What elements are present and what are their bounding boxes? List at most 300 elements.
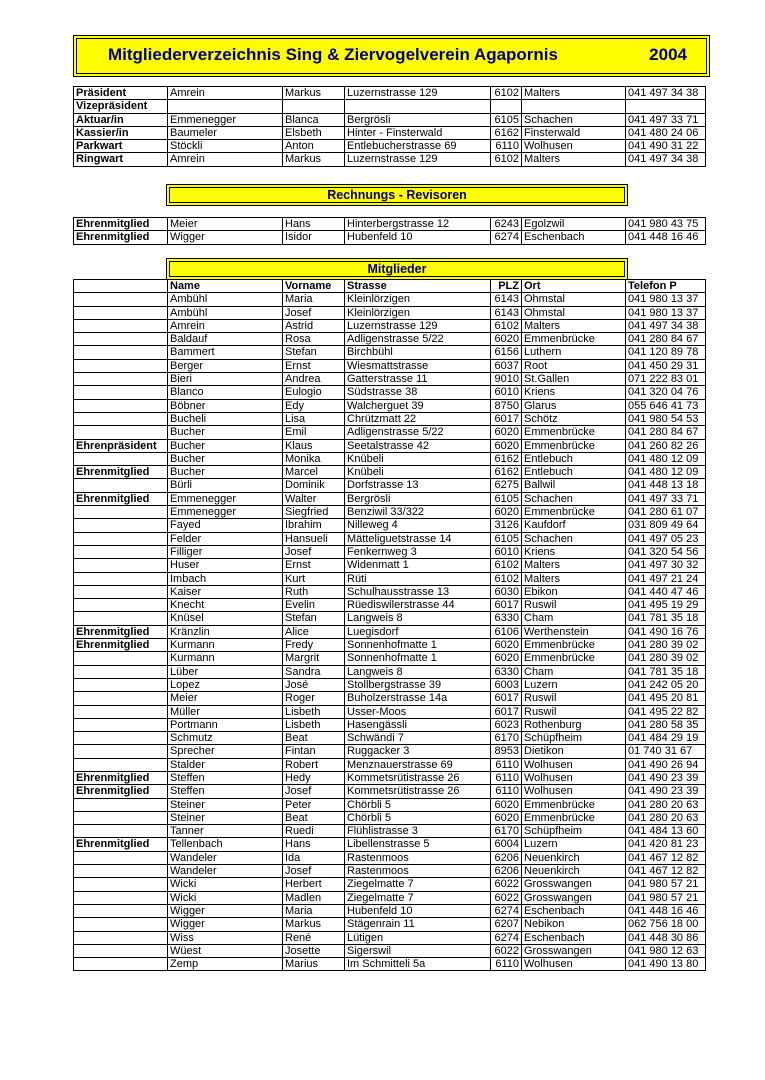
members-cell-name: Kurmann [168,652,283,665]
members-cell-plz: 6020 [491,426,522,439]
members-cell-name: Knecht [168,599,283,612]
members-cell-vorname: Hansueli [283,532,345,545]
members-cell-ort: Eschenbach [522,931,626,944]
members-cell-role [74,545,168,558]
members-cell-plz: 6017 [491,599,522,612]
members-cell-strasse: Luzernstrasse 129 [345,319,491,332]
members-cell-role: Ehrenmitglied [74,492,168,505]
members-cell-vorname: Fredy [283,639,345,652]
revisoren-cell-strasse: Hubenfeld 10 [345,231,491,244]
members-cell-name: Kränzlin [168,625,283,638]
members-cell-telefon: 041 490 23 39 [626,771,706,784]
members-cell-name: Ambühl [168,306,283,319]
members-cell-telefon: 041 242 05 20 [626,678,706,691]
board-cell-ort: Malters [522,87,626,100]
members-row [74,359,706,372]
members-cell-strasse: Dorfstrasse 13 [345,479,491,492]
revisoren-cell-ort: Eschenbach [522,231,626,244]
members-cell-vorname: Ernst [283,359,345,372]
members-cell-strasse: Sonnenhofmatte 1 [345,639,491,652]
members-cell-name: Steffen [168,771,283,784]
revisoren-cell-ort: Egolzwil [522,218,626,231]
members-cell-name: Portmann [168,718,283,731]
members-cell-ort: Cham [522,665,626,678]
members-cell-ort: Wolhusen [522,771,626,784]
members-cell-role [74,412,168,425]
members-cell-role [74,373,168,386]
members-cell-ort: Emmenbrücke [522,652,626,665]
board-cell-name: Stöckli [168,140,283,153]
members-cell-telefon: 041 980 12 63 [626,944,706,957]
members-cell-telefon: 041 490 13 80 [626,958,706,971]
board-table [73,86,706,167]
members-cell-vorname: Kurt [283,572,345,585]
members-cell-vorname: Josette [283,944,345,957]
board-cell-role: Präsident [74,87,168,100]
members-cell-name: Bucher [168,466,283,479]
members-cell-role [74,692,168,705]
members-cell-role [74,519,168,532]
members-cell-strasse: Fenkernweg 3 [345,545,491,558]
members-cell-name: Emmenegger [168,492,283,505]
members-cell-ort: Schachen [522,492,626,505]
members-cell-name: Zemp [168,958,283,971]
board-row [74,126,706,139]
members-row [74,931,706,944]
members-cell-telefon: 041 120 89 78 [626,346,706,359]
board-cell-plz: 6110 [491,140,522,153]
members-row [74,506,706,519]
members-cell-plz: 6037 [491,359,522,372]
members-cell-name: Wicki [168,878,283,891]
members-cell-name: Wigger [168,918,283,931]
members-cell-telefon: 041 260 82 26 [626,439,706,452]
members-cell-strasse: Menznauerstrasse 69 [345,758,491,771]
members-cell-telefon: 041 484 29 19 [626,732,706,745]
members-cell-plz: 6105 [491,532,522,545]
members-row [74,466,706,479]
members-header-vorname: Vorname [283,280,345,293]
members-cell-name: Bürli [168,479,283,492]
members-cell-role [74,426,168,439]
members-cell-plz: 6030 [491,585,522,598]
members-cell-ort: Emmenbrücke [522,639,626,652]
members-cell-plz: 6275 [491,479,522,492]
members-cell-strasse: Schwändi 7 [345,732,491,745]
members-cell-telefon: 041 480 12 09 [626,452,706,465]
members-cell-name: Sprecher [168,745,283,758]
board-cell-role: Vizepräsident [74,100,168,113]
members-cell-telefon: 041 280 39 02 [626,652,706,665]
members-cell-vorname: Josef [283,306,345,319]
board-cell-vorname: Blanca [283,113,345,126]
members-cell-vorname: Maria [283,904,345,917]
board-cell-strasse [345,100,491,113]
members-cell-ort: Malters [522,319,626,332]
members-cell-ort: St.Gallen [522,373,626,386]
members-cell-role [74,559,168,572]
board-cell-ort: Wolhusen [522,140,626,153]
members-cell-strasse: Sigerswil [345,944,491,957]
members-row [74,865,706,878]
members-cell-plz: 6023 [491,718,522,731]
members-cell-role [74,958,168,971]
members-cell-role: Ehrenmitglied [74,625,168,638]
members-cell-role [74,865,168,878]
members-cell-strasse: Stollbergstrasse 39 [345,678,491,691]
board-cell-strasse: Luzernstrasse 129 [345,153,491,166]
members-row [74,559,706,572]
board-cell-name: Amrein [168,87,283,100]
members-cell-ort: Ballwil [522,479,626,492]
members-cell-telefon: 031 809 49 64 [626,519,706,532]
members-cell-ort: Emmenbrücke [522,506,626,519]
members-cell-telefon: 041 495 19 29 [626,599,706,612]
members-cell-name: Ambühl [168,293,283,306]
members-cell-strasse: Ziegelmatte 7 [345,878,491,891]
members-cell-vorname: Alice [283,625,345,638]
members-cell-vorname: Herbert [283,878,345,891]
members-cell-name: Kurmann [168,639,283,652]
members-header-row [74,280,706,293]
members-cell-telefon: 041 490 26 94 [626,758,706,771]
members-cell-role: Ehrenmitglied [74,639,168,652]
members-cell-ort: Neuenkirch [522,851,626,864]
members-cell-name: Emmenegger [168,506,283,519]
members-cell-strasse: Hasengässli [345,718,491,731]
members-cell-vorname: Ernst [283,559,345,572]
members-cell-telefon: 062 756 18 00 [626,918,706,931]
members-cell-name: Tellenbach [168,838,283,851]
members-cell-name: Bucheli [168,412,283,425]
revisoren-row [74,231,706,244]
members-cell-ort: Root [522,359,626,372]
members-row [74,399,706,412]
members-row [74,785,706,798]
members-row [74,958,706,971]
members-cell-name: Steffen [168,785,283,798]
members-row [74,412,706,425]
members-row [74,665,706,678]
members-cell-ort: Ohmstal [522,306,626,319]
members-cell-role [74,532,168,545]
members-cell-ort: Grosswangen [522,944,626,957]
members-row [74,492,706,505]
board-cell-name: Baumeler [168,126,283,139]
members-cell-plz: 6102 [491,572,522,585]
board-cell-strasse: Hinter - Finsterwald [345,126,491,139]
members-cell-strasse: Südstrasse 38 [345,386,491,399]
board-cell-strasse: Luzernstrasse 129 [345,87,491,100]
members-cell-ort: Wolhusen [522,758,626,771]
members-cell-role [74,479,168,492]
members-cell-name: Wicki [168,891,283,904]
members-cell-strasse: Gatterstrasse 11 [345,373,491,386]
members-cell-strasse: Ruggacker 3 [345,745,491,758]
members-row [74,904,706,917]
board-cell-telefon: 041 480 24 06 [626,126,706,139]
members-cell-plz: 6003 [491,678,522,691]
members-cell-strasse: Wiesmattstrasse [345,359,491,372]
members-cell-name: Lopez [168,678,283,691]
members-cell-vorname: Lisa [283,412,345,425]
members-cell-vorname: Rosa [283,333,345,346]
members-cell-strasse: Mätteliguetstrasse 14 [345,532,491,545]
members-cell-ort: Kaufdorf [522,519,626,532]
board-cell-name: Emmenegger [168,113,283,126]
board-cell-role: Aktuar/in [74,113,168,126]
members-cell-strasse: Hubenfeld 10 [345,904,491,917]
members-cell-role: Ehrenmitglied [74,838,168,851]
board-cell-telefon: 041 497 33 71 [626,113,706,126]
members-cell-name: Müller [168,705,283,718]
revisoren-cell-telefon: 041 448 16 46 [626,231,706,244]
members-row [74,692,706,705]
members-cell-role [74,359,168,372]
members-cell-role [74,944,168,957]
members-row [74,452,706,465]
board-cell-role: Ringwart [74,153,168,166]
members-cell-name: Imbach [168,572,283,585]
members-cell-strasse: Walcherguet 39 [345,399,491,412]
members-cell-strasse: Usser-Moos [345,705,491,718]
members-cell-strasse: Chrützmatt 22 [345,412,491,425]
members-row [74,705,706,718]
members-row [74,758,706,771]
revisoren-cell-plz: 6274 [491,231,522,244]
members-row [74,625,706,638]
members-cell-name: Bucher [168,439,283,452]
members-header-strasse: Strasse [345,280,491,293]
members-cell-plz: 6017 [491,412,522,425]
members-cell-role [74,918,168,931]
members-cell-vorname: Eulogio [283,386,345,399]
members-cell-plz: 6105 [491,492,522,505]
members-cell-vorname: Ruth [283,585,345,598]
members-cell-plz: 6020 [491,798,522,811]
members-cell-role [74,758,168,771]
members-cell-role [74,612,168,625]
members-cell-vorname: Klaus [283,439,345,452]
members-cell-strasse: Kommetsrütistrasse 26 [345,785,491,798]
members-cell-plz: 6110 [491,758,522,771]
revisoren-cell-role: Ehrenmitglied [74,218,168,231]
members-cell-ort: Emmenbrücke [522,798,626,811]
members-row [74,891,706,904]
members-heading: Mitglieder [166,258,628,280]
members-cell-telefon: 055 646 41 73 [626,399,706,412]
members-cell-strasse: Libellenstrasse 5 [345,838,491,851]
members-cell-role [74,891,168,904]
members-cell-ort: Ruswil [522,692,626,705]
members-cell-plz: 6143 [491,293,522,306]
members-cell-role: Ehrenmitglied [74,785,168,798]
members-cell-role [74,506,168,519]
members-row [74,771,706,784]
members-cell-vorname: René [283,931,345,944]
revisoren-cell-plz: 6243 [491,218,522,231]
members-cell-telefon: 041 980 57 21 [626,878,706,891]
members-cell-plz: 6017 [491,705,522,718]
members-row [74,612,706,625]
members-cell-strasse: Rastenmoos [345,865,491,878]
members-cell-plz: 6106 [491,625,522,638]
members-cell-vorname: Robert [283,758,345,771]
members-cell-role [74,319,168,332]
members-cell-strasse: Luegisdorf [345,625,491,638]
board-cell-name [168,100,283,113]
members-row [74,838,706,851]
members-cell-ort: Luthern [522,346,626,359]
board-cell-telefon: 041 497 34 38 [626,153,706,166]
members-row [74,439,706,452]
members-cell-role [74,652,168,665]
members-cell-ort: Luzern [522,838,626,851]
members-cell-plz: 6020 [491,439,522,452]
members-cell-telefon: 041 320 04 76 [626,386,706,399]
members-cell-name: Blanco [168,386,283,399]
members-row [74,319,706,332]
members-cell-ort: Emmenbrücke [522,439,626,452]
members-cell-name: Meier [168,692,283,705]
members-cell-role [74,399,168,412]
members-cell-ort: Emmenbrücke [522,333,626,346]
members-cell-vorname: Markus [283,918,345,931]
members-row [74,825,706,838]
members-cell-vorname: Fintan [283,745,345,758]
members-cell-telefon: 041 448 13 18 [626,479,706,492]
members-cell-ort: Werthenstein [522,625,626,638]
members-cell-ort: Wolhusen [522,785,626,798]
members-cell-ort: Luzern [522,678,626,691]
members-cell-name: Fayed [168,519,283,532]
members-cell-name: Stalder [168,758,283,771]
members-cell-strasse: Nilleweg 4 [345,519,491,532]
board-cell-vorname: Markus [283,87,345,100]
board-cell-plz: 6105 [491,113,522,126]
members-cell-strasse: Ziegelmatte 7 [345,891,491,904]
members-cell-role [74,678,168,691]
members-cell-telefon: 041 980 54 53 [626,412,706,425]
board-cell-ort: Finsterwald [522,126,626,139]
members-cell-vorname: Walter [283,492,345,505]
members-cell-role [74,705,168,718]
members-cell-plz: 6274 [491,931,522,944]
board-cell-name: Amrein [168,153,283,166]
members-cell-vorname: Maria [283,293,345,306]
board-cell-strasse: Entlebucherstrasse 69 [345,140,491,153]
members-cell-role [74,452,168,465]
members-cell-plz: 6102 [491,559,522,572]
members-cell-strasse: Seetalstrasse 42 [345,439,491,452]
members-header-name: Name [168,280,283,293]
revisoren-row [74,218,706,231]
members-cell-telefon: 041 467 12 82 [626,865,706,878]
members-cell-telefon: 041 781 35 18 [626,612,706,625]
members-cell-telefon: 041 280 61 07 [626,506,706,519]
board-cell-plz: 6102 [491,87,522,100]
board-cell-strasse: Bergrösli [345,113,491,126]
members-cell-telefon: 041 490 16 76 [626,625,706,638]
members-cell-telefon: 041 320 54 56 [626,545,706,558]
members-cell-vorname: Astrid [283,319,345,332]
members-cell-telefon: 041 280 84 67 [626,333,706,346]
members-cell-name: Wandeler [168,851,283,864]
members-cell-telefon: 041 450 29 31 [626,359,706,372]
members-cell-plz: 6162 [491,452,522,465]
members-cell-vorname: Evelin [283,599,345,612]
members-row [74,878,706,891]
members-cell-role [74,825,168,838]
members-row [74,333,706,346]
members-cell-telefon: 041 497 33 71 [626,492,706,505]
members-cell-plz: 6274 [491,904,522,917]
members-cell-plz: 6017 [491,692,522,705]
members-cell-vorname: Roger [283,692,345,705]
members-cell-role [74,665,168,678]
members-cell-plz: 8750 [491,399,522,412]
members-cell-role [74,798,168,811]
members-cell-ort: Ebikon [522,585,626,598]
members-cell-vorname: Peter [283,798,345,811]
members-cell-ort: Emmenbrücke [522,426,626,439]
members-cell-ort: Emmenbrücke [522,811,626,824]
members-cell-ort: Ruswil [522,599,626,612]
members-cell-vorname: Edy [283,399,345,412]
members-cell-vorname: Sandra [283,665,345,678]
members-row [74,639,706,652]
members-cell-strasse: Rüediswilerstrasse 44 [345,599,491,612]
members-cell-vorname: Stefan [283,612,345,625]
members-cell-name: Kaiser [168,585,283,598]
members-cell-name: Felder [168,532,283,545]
members-cell-plz: 6020 [491,506,522,519]
revisoren-heading: Rechnungs - Revisoren [166,184,628,206]
board-cell-telefon: 041 497 34 38 [626,87,706,100]
members-cell-ort: Eschenbach [522,904,626,917]
members-cell-vorname: Marcel [283,466,345,479]
members-cell-strasse: Birchbühl [345,346,491,359]
revisoren-cell-strasse: Hinterbergstrasse 12 [345,218,491,231]
members-header-telefon: Telefon P [626,280,706,293]
board-row [74,87,706,100]
members-cell-role: Ehrenpräsident [74,439,168,452]
members-cell-vorname: Ida [283,851,345,864]
board-cell-plz: 6102 [491,153,522,166]
members-cell-role [74,851,168,864]
members-row [74,732,706,745]
board-cell-telefon [626,100,706,113]
members-row [74,944,706,957]
members-cell-role [74,931,168,944]
members-cell-ort: Kriens [522,545,626,558]
board-cell-vorname: Anton [283,140,345,153]
members-cell-name: Wigger [168,904,283,917]
members-cell-plz: 6102 [491,319,522,332]
revisoren-cell-vorname: Hans [283,218,345,231]
members-cell-name: Bucher [168,426,283,439]
members-row [74,745,706,758]
members-cell-plz: 6020 [491,333,522,346]
members-cell-vorname: José [283,678,345,691]
members-cell-telefon: 041 497 30 32 [626,559,706,572]
revisoren-cell-telefon: 041 980 43 75 [626,218,706,231]
members-cell-vorname: Beat [283,732,345,745]
members-cell-telefon: 041 490 23 39 [626,785,706,798]
members-cell-telefon: 041 497 34 38 [626,319,706,332]
board-cell-role: Kassier/in [74,126,168,139]
members-cell-ort: Schüpfheim [522,825,626,838]
